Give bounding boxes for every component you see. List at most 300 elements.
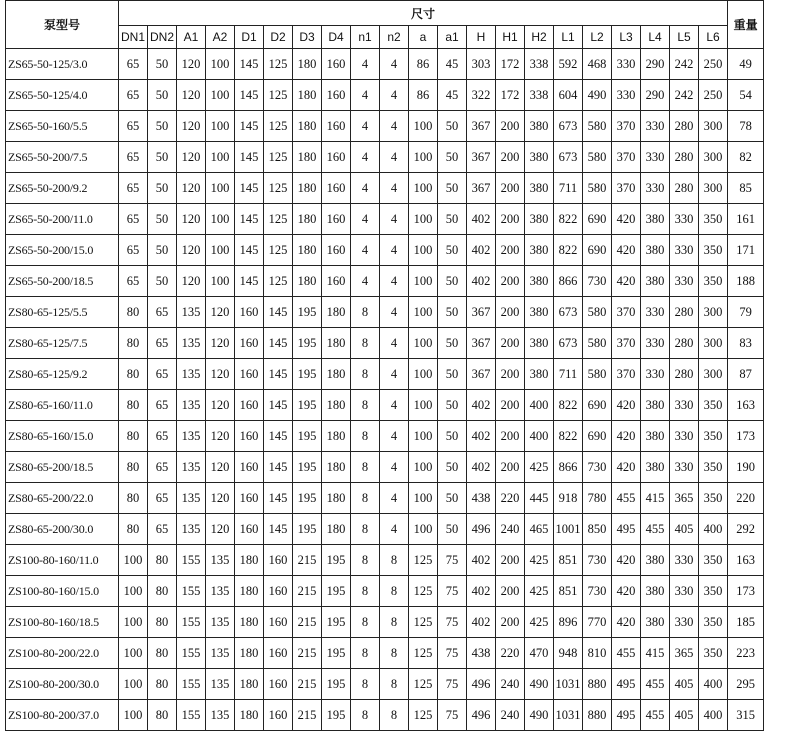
value-cell-l3: 420 [612,390,641,421]
value-cell-a1: 45 [438,49,467,80]
value-cell-d4: 180 [322,390,351,421]
value-cell-l6: 350 [699,421,728,452]
value-cell-l5: 280 [670,111,699,142]
model-column-header: 泵型号 [6,1,119,49]
value-cell-l1: 866 [554,452,583,483]
value-cell-a1: 50 [438,235,467,266]
value-cell-l5: 280 [670,142,699,173]
value-cell-a: 100 [409,204,438,235]
value-cell-d3: 215 [293,607,322,638]
value-cell-d4: 180 [322,421,351,452]
value-cell-l2: 468 [583,49,612,80]
value-cell-a1: 75 [438,545,467,576]
value-cell-a1: 120 [177,111,206,142]
table-row [6,514,764,545]
value-cell-h1: 200 [496,204,525,235]
value-cell-d1: 180 [235,700,264,731]
value-cell-a1: 155 [177,669,206,700]
weight-cell: 295 [728,669,764,700]
value-cell-l4: 330 [641,297,670,328]
value-cell-h: 496 [467,514,496,545]
table-row [6,390,764,421]
value-cell-d2: 125 [264,49,293,80]
value-cell-d1: 145 [235,235,264,266]
value-cell-n1: 8 [351,576,380,607]
value-cell-a: 100 [409,421,438,452]
value-cell-a1: 50 [438,297,467,328]
value-cell-a1: 50 [438,328,467,359]
value-cell-a: 125 [409,638,438,669]
value-cell-h2: 380 [525,204,554,235]
value-cell-d4: 180 [322,514,351,545]
value-cell-a1: 120 [177,266,206,297]
value-cell-d3: 195 [293,514,322,545]
value-cell-l2: 580 [583,359,612,390]
value-cell-dn1: 80 [119,390,148,421]
value-cell-a1: 120 [177,204,206,235]
value-cell-dn2: 80 [148,545,177,576]
value-cell-a1: 50 [438,452,467,483]
value-cell-h2: 380 [525,111,554,142]
value-cell-l1: 851 [554,545,583,576]
dimensions-group-header: 尺寸 [119,1,728,26]
value-cell-h2: 425 [525,607,554,638]
value-cell-n2: 4 [380,80,409,111]
value-cell-d3: 180 [293,49,322,80]
value-cell-a1: 135 [177,421,206,452]
model-cell: ZS65-50-200/15.0 [6,235,119,266]
value-cell-d2: 145 [264,297,293,328]
value-cell-a2: 120 [206,514,235,545]
value-cell-h1: 200 [496,359,525,390]
column-header-h2: H2 [525,26,554,49]
value-cell-d3: 215 [293,700,322,731]
value-cell-l4: 415 [641,638,670,669]
value-cell-l2: 850 [583,514,612,545]
value-cell-d4: 195 [322,607,351,638]
value-cell-n1: 4 [351,173,380,204]
value-cell-dn1: 65 [119,142,148,173]
value-cell-n2: 8 [380,576,409,607]
value-cell-d1: 160 [235,483,264,514]
value-cell-h1: 240 [496,700,525,731]
model-cell: ZS80-65-160/15.0 [6,421,119,452]
value-cell-l3: 495 [612,700,641,731]
value-cell-n2: 4 [380,359,409,390]
value-cell-l3: 370 [612,142,641,173]
table-row [6,452,764,483]
table-row [6,545,764,576]
value-cell-n1: 8 [351,297,380,328]
value-cell-a1: 135 [177,359,206,390]
value-cell-n1: 8 [351,638,380,669]
value-cell-l4: 330 [641,359,670,390]
weight-cell: 85 [728,173,764,204]
value-cell-a: 125 [409,700,438,731]
value-cell-l5: 405 [670,669,699,700]
value-cell-h: 402 [467,235,496,266]
value-cell-l1: 711 [554,173,583,204]
value-cell-l1: 604 [554,80,583,111]
value-cell-dn1: 65 [119,80,148,111]
value-cell-a2: 135 [206,700,235,731]
value-cell-a2: 100 [206,173,235,204]
value-cell-l5: 405 [670,514,699,545]
value-cell-l3: 420 [612,235,641,266]
value-cell-a2: 120 [206,359,235,390]
value-cell-n2: 4 [380,297,409,328]
value-cell-l5: 330 [670,421,699,452]
value-cell-d2: 145 [264,390,293,421]
value-cell-d3: 195 [293,297,322,328]
value-cell-a: 100 [409,173,438,204]
value-cell-a1: 155 [177,545,206,576]
value-cell-d2: 145 [264,514,293,545]
value-cell-l4: 380 [641,452,670,483]
value-cell-l2: 690 [583,235,612,266]
value-cell-h2: 425 [525,576,554,607]
value-cell-l3: 420 [612,266,641,297]
value-cell-h1: 200 [496,328,525,359]
value-cell-a: 100 [409,111,438,142]
value-cell-h1: 200 [496,235,525,266]
value-cell-l6: 250 [699,80,728,111]
value-cell-l5: 330 [670,235,699,266]
value-cell-a1: 120 [177,49,206,80]
value-cell-d2: 125 [264,173,293,204]
value-cell-h1: 200 [496,545,525,576]
value-cell-a1: 50 [438,266,467,297]
value-cell-d2: 125 [264,235,293,266]
value-cell-dn2: 50 [148,142,177,173]
table-row [6,80,764,111]
model-cell: ZS100-80-160/15.0 [6,576,119,607]
value-cell-a2: 100 [206,80,235,111]
value-cell-a1: 135 [177,390,206,421]
value-cell-l2: 880 [583,669,612,700]
value-cell-n1: 8 [351,607,380,638]
table-row [6,49,764,80]
model-cell: ZS65-50-200/11.0 [6,204,119,235]
value-cell-h1: 200 [496,607,525,638]
weight-cell: 190 [728,452,764,483]
value-cell-l4: 455 [641,700,670,731]
value-cell-a1: 75 [438,576,467,607]
value-cell-a1: 120 [177,235,206,266]
value-cell-n1: 4 [351,49,380,80]
model-cell: ZS80-65-125/7.5 [6,328,119,359]
weight-cell: 87 [728,359,764,390]
table-row [6,111,764,142]
value-cell-h2: 380 [525,328,554,359]
value-cell-h: 496 [467,700,496,731]
column-header-n2: n2 [380,26,409,49]
value-cell-l3: 330 [612,80,641,111]
value-cell-d3: 195 [293,359,322,390]
value-cell-a: 100 [409,235,438,266]
column-header-a1: A1 [177,26,206,49]
value-cell-d2: 160 [264,638,293,669]
value-cell-dn2: 50 [148,49,177,80]
value-cell-dn2: 80 [148,607,177,638]
value-cell-a: 86 [409,49,438,80]
pump-dimension-table [5,0,764,731]
value-cell-h: 402 [467,421,496,452]
value-cell-d2: 160 [264,576,293,607]
value-cell-a1: 50 [438,390,467,421]
value-cell-a2: 100 [206,235,235,266]
value-cell-h2: 380 [525,142,554,173]
value-cell-d1: 180 [235,669,264,700]
value-cell-l6: 350 [699,204,728,235]
value-cell-d3: 195 [293,483,322,514]
pump-dimension-table-wrapper [5,0,764,731]
value-cell-n2: 4 [380,49,409,80]
value-cell-h: 322 [467,80,496,111]
value-cell-h2: 490 [525,700,554,731]
value-cell-h1: 200 [496,266,525,297]
value-cell-l4: 380 [641,204,670,235]
value-cell-l5: 330 [670,204,699,235]
value-cell-d3: 180 [293,173,322,204]
value-cell-h2: 380 [525,297,554,328]
value-cell-d2: 125 [264,266,293,297]
value-cell-l4: 455 [641,669,670,700]
value-cell-h2: 465 [525,514,554,545]
model-cell: ZS65-50-160/5.5 [6,111,119,142]
column-header-a: a [409,26,438,49]
value-cell-a1: 155 [177,576,206,607]
value-cell-n1: 8 [351,545,380,576]
value-cell-n1: 8 [351,452,380,483]
value-cell-a1: 155 [177,638,206,669]
value-cell-d3: 180 [293,142,322,173]
value-cell-a1: 155 [177,607,206,638]
weight-cell: 188 [728,266,764,297]
weight-cell: 173 [728,576,764,607]
value-cell-n1: 4 [351,204,380,235]
value-cell-d3: 215 [293,669,322,700]
value-cell-a2: 135 [206,545,235,576]
value-cell-a2: 120 [206,452,235,483]
column-header-l3: L3 [612,26,641,49]
value-cell-n1: 4 [351,80,380,111]
value-cell-l2: 770 [583,607,612,638]
value-cell-h: 367 [467,297,496,328]
value-cell-a: 125 [409,607,438,638]
value-cell-n2: 4 [380,421,409,452]
value-cell-l5: 330 [670,452,699,483]
value-cell-a2: 120 [206,390,235,421]
value-cell-h: 402 [467,576,496,607]
value-cell-l5: 330 [670,266,699,297]
value-cell-l4: 380 [641,390,670,421]
value-cell-l6: 400 [699,700,728,731]
value-cell-d2: 160 [264,669,293,700]
model-cell: ZS80-65-125/9.2 [6,359,119,390]
value-cell-d2: 145 [264,452,293,483]
model-cell: ZS100-80-200/30.0 [6,669,119,700]
value-cell-dn2: 65 [148,452,177,483]
value-cell-l3: 420 [612,607,641,638]
value-cell-d3: 195 [293,328,322,359]
value-cell-l2: 810 [583,638,612,669]
value-cell-l6: 300 [699,328,728,359]
value-cell-a1: 50 [438,421,467,452]
value-cell-l5: 280 [670,359,699,390]
value-cell-d3: 180 [293,266,322,297]
value-cell-l3: 420 [612,421,641,452]
weight-cell: 83 [728,328,764,359]
value-cell-a2: 120 [206,421,235,452]
value-cell-l6: 300 [699,173,728,204]
value-cell-l1: 673 [554,297,583,328]
value-cell-l3: 455 [612,638,641,669]
value-cell-h: 438 [467,483,496,514]
value-cell-a1: 135 [177,297,206,328]
value-cell-h2: 400 [525,390,554,421]
value-cell-a2: 100 [206,204,235,235]
value-cell-l4: 330 [641,328,670,359]
value-cell-l3: 420 [612,576,641,607]
value-cell-n2: 8 [380,607,409,638]
value-cell-d1: 145 [235,142,264,173]
value-cell-l3: 370 [612,328,641,359]
value-cell-a2: 100 [206,111,235,142]
value-cell-dn2: 80 [148,700,177,731]
value-cell-a1: 155 [177,700,206,731]
value-cell-dn1: 65 [119,266,148,297]
table-row [6,607,764,638]
value-cell-dn1: 100 [119,576,148,607]
value-cell-l5: 365 [670,483,699,514]
value-cell-l5: 242 [670,49,699,80]
value-cell-h: 402 [467,204,496,235]
value-cell-l4: 380 [641,576,670,607]
value-cell-l6: 400 [699,669,728,700]
model-cell: ZS65-50-200/7.5 [6,142,119,173]
value-cell-d2: 125 [264,111,293,142]
value-cell-l5: 405 [670,700,699,731]
value-cell-dn1: 80 [119,328,148,359]
value-cell-d3: 195 [293,452,322,483]
value-cell-l1: 822 [554,235,583,266]
value-cell-a2: 120 [206,328,235,359]
table-row [6,235,764,266]
value-cell-l2: 730 [583,452,612,483]
model-cell: ZS80-65-200/22.0 [6,483,119,514]
value-cell-h1: 200 [496,142,525,173]
value-cell-h: 303 [467,49,496,80]
weight-column-header: 重量 [728,1,764,49]
value-cell-l6: 350 [699,607,728,638]
value-cell-d4: 180 [322,328,351,359]
value-cell-h2: 425 [525,545,554,576]
value-cell-l6: 350 [699,545,728,576]
value-cell-l1: 896 [554,607,583,638]
value-cell-l4: 380 [641,545,670,576]
value-cell-dn2: 50 [148,80,177,111]
weight-cell: 223 [728,638,764,669]
value-cell-l1: 673 [554,328,583,359]
value-cell-l3: 370 [612,111,641,142]
value-cell-h2: 380 [525,173,554,204]
value-cell-l6: 350 [699,390,728,421]
weight-cell: 49 [728,49,764,80]
value-cell-a1: 135 [177,483,206,514]
model-cell: ZS100-80-160/18.5 [6,607,119,638]
column-header-d2: D2 [264,26,293,49]
value-cell-dn1: 80 [119,359,148,390]
value-cell-d2: 145 [264,359,293,390]
value-cell-a1: 75 [438,700,467,731]
value-cell-d4: 160 [322,111,351,142]
value-cell-d3: 195 [293,421,322,452]
value-cell-n1: 4 [351,235,380,266]
weight-cell: 185 [728,607,764,638]
value-cell-d1: 160 [235,421,264,452]
value-cell-l6: 350 [699,266,728,297]
value-cell-h2: 380 [525,359,554,390]
value-cell-h1: 240 [496,514,525,545]
value-cell-l1: 822 [554,390,583,421]
value-cell-d2: 125 [264,142,293,173]
model-cell: ZS100-80-160/11.0 [6,545,119,576]
model-cell: ZS100-80-200/37.0 [6,700,119,731]
value-cell-n1: 8 [351,421,380,452]
value-cell-l4: 290 [641,80,670,111]
value-cell-n1: 8 [351,669,380,700]
value-cell-n1: 8 [351,390,380,421]
value-cell-h: 367 [467,142,496,173]
value-cell-d3: 195 [293,390,322,421]
value-cell-dn1: 100 [119,669,148,700]
value-cell-a1: 120 [177,80,206,111]
value-cell-dn1: 80 [119,483,148,514]
value-cell-l2: 690 [583,204,612,235]
value-cell-l1: 711 [554,359,583,390]
value-cell-l2: 880 [583,700,612,731]
weight-cell: 163 [728,390,764,421]
model-cell: ZS65-50-125/4.0 [6,80,119,111]
table-body [6,49,764,731]
value-cell-dn2: 65 [148,328,177,359]
value-cell-a1: 75 [438,638,467,669]
value-cell-dn1: 65 [119,111,148,142]
value-cell-dn2: 65 [148,421,177,452]
value-cell-dn1: 100 [119,700,148,731]
value-cell-d4: 180 [322,452,351,483]
value-cell-l2: 690 [583,421,612,452]
value-cell-h1: 220 [496,483,525,514]
value-cell-n2: 4 [380,142,409,173]
value-cell-l6: 400 [699,514,728,545]
column-header-l2: L2 [583,26,612,49]
value-cell-dn1: 100 [119,545,148,576]
value-cell-d2: 145 [264,421,293,452]
value-cell-l2: 730 [583,576,612,607]
value-cell-l2: 780 [583,483,612,514]
value-cell-n2: 8 [380,545,409,576]
value-cell-n1: 8 [351,359,380,390]
model-cell: ZS65-50-200/9.2 [6,173,119,204]
weight-cell: 82 [728,142,764,173]
value-cell-a1: 50 [438,173,467,204]
value-cell-a2: 100 [206,266,235,297]
value-cell-l1: 673 [554,111,583,142]
value-cell-h1: 200 [496,173,525,204]
value-cell-h2: 380 [525,235,554,266]
